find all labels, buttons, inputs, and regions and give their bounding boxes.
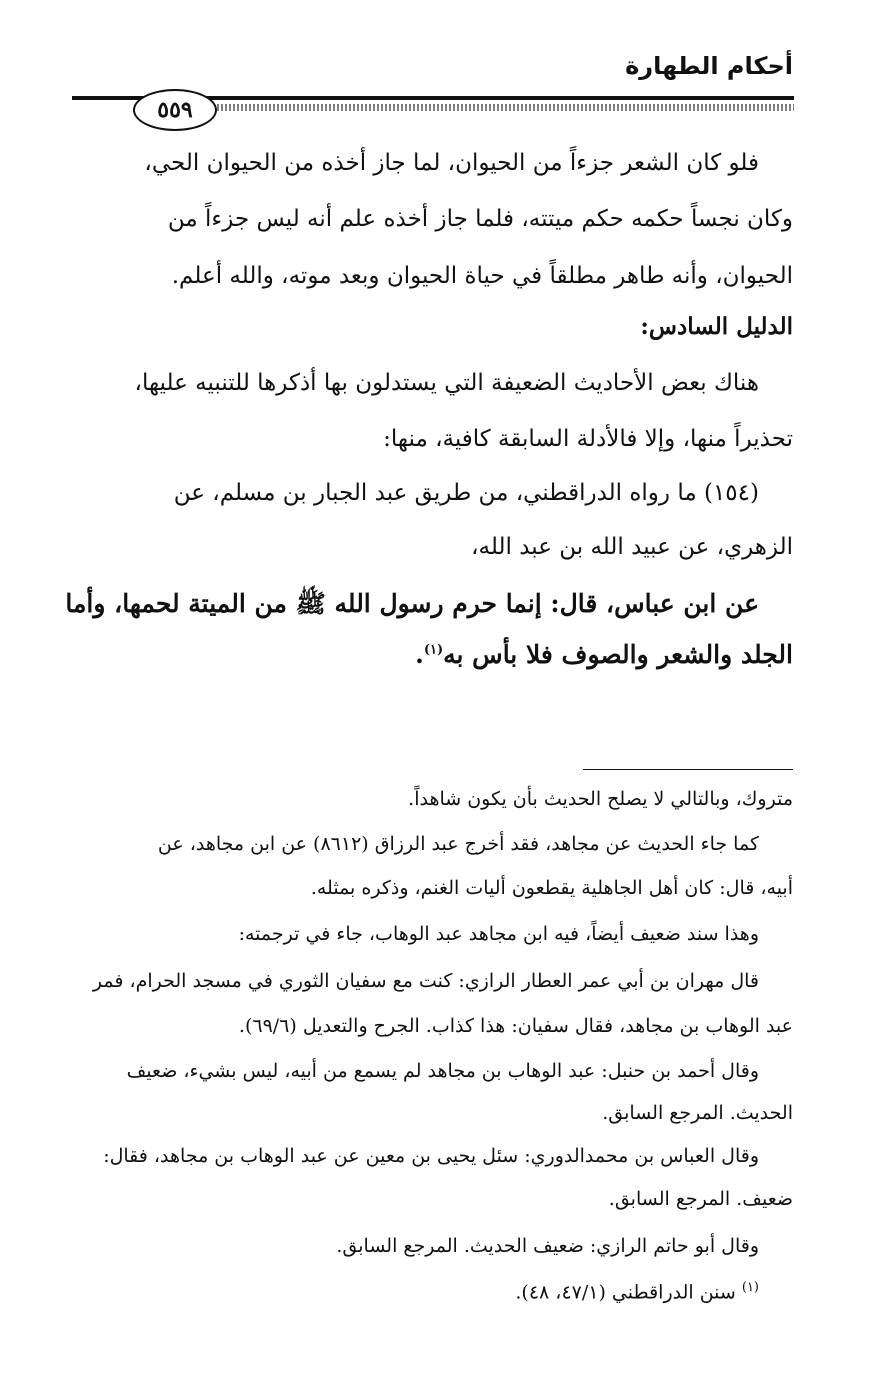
footnote-line: عبد الوهاب بن مجاهد، فقال سفيان: هذا كذاب. الجرح والتعديل (٦٩/٦). — [238, 1015, 793, 1037]
footnote-line: أبيه، قال: كان أهل الجاهلية يقطعون أليات الغنم، وذكره بمثله. — [310, 877, 793, 899]
footnote-marker: (١) — [423, 642, 444, 658]
footnote-line — [76, 1280, 793, 1303]
footnote-line: وقال أحمد بن حنبل: عبد الوهاب بن مجاهد لم يسمع من أبيه، ليس بشيء، ضعيف — [126, 1060, 759, 1082]
hadith-line — [76, 640, 793, 669]
page-number: ٥٥٩ — [133, 89, 217, 131]
body-line: تحذيراً منها، وإلا فالأدلة السابقة كافية، منها: — [383, 426, 793, 452]
header-dotted-rule — [205, 104, 794, 111]
body-line: (١٥٤) ما رواه الدراقطني، من طريق عبد الجبار بن مسلم، عن — [173, 480, 759, 506]
body-line: فلو كان الشعر جزءاً من الحيوان، لما جاز أخذه من الحيوان الحي، — [144, 150, 759, 176]
running-title: أحكام الطهارة — [625, 52, 793, 80]
body-line: الزهري، عن عبيد الله بن عبد الله، — [471, 534, 793, 560]
body-line: الحيوان، وأنه طاهر مطلقاً في حياة الحيوان وبعد موته، والله أعلم. — [171, 263, 793, 289]
footnote-line: وهذا سند ضعيف أيضاً، فيه ابن مجاهد عبد الوهاب، جاء في ترجمته: — [238, 923, 759, 945]
section-heading: الدليل السادس: — [640, 313, 793, 340]
hadith-end: . — [415, 640, 424, 669]
body-line: وكان نجساً حكمه حكم ميتته، فلما جاز أخذه علم أنه ليس جزءاً من — [167, 206, 793, 232]
footnote-line: وقال أبو حاتم الرازي: ضعيف الحديث. المرجع السابق. — [336, 1235, 759, 1257]
body-line: هناك بعض الأحاديث الضعيفة التي يستدلون بها أذكرها للتنبيه عليها، — [134, 370, 759, 396]
footnote-line: ضعيف. المرجع السابق. — [608, 1188, 793, 1210]
footnote-text: سنن الدراقطني (٤٧/١، ٤٨). — [515, 1281, 736, 1304]
footnote-rule — [583, 769, 793, 770]
footnote-line: وقال العباس بن محمدالدوري: سئل يحيى بن معين عن عبد الوهاب بن مجاهد، فقال: — [103, 1145, 759, 1167]
hadith-text: الجلد والشعر والصوف فلا بأس به — [443, 640, 793, 669]
footnote-line: الحديث. المرجع السابق. — [602, 1102, 793, 1124]
footnote-line: كما جاء الحديث عن مجاهد، فقد أخرج عبد الرزاق (٨٦١٢) عن ابن مجاهد، عن — [157, 833, 759, 855]
footnote-line: قال مهران بن أبي عمر العطار الرازي: كنت مع سفيان الثوري في مسجد الحرام، فمر — [92, 970, 759, 992]
footnote-number: (١) — [741, 1280, 759, 1295]
hadith-line: عن ابن عباس، قال: إنما حرم رسول الله ﷺ من الميتة لحمها، وأما — [65, 589, 759, 618]
footnote-line: متروك، وبالتالي لا يصلح الحديث بأن يكون شاهداً. — [408, 788, 793, 810]
